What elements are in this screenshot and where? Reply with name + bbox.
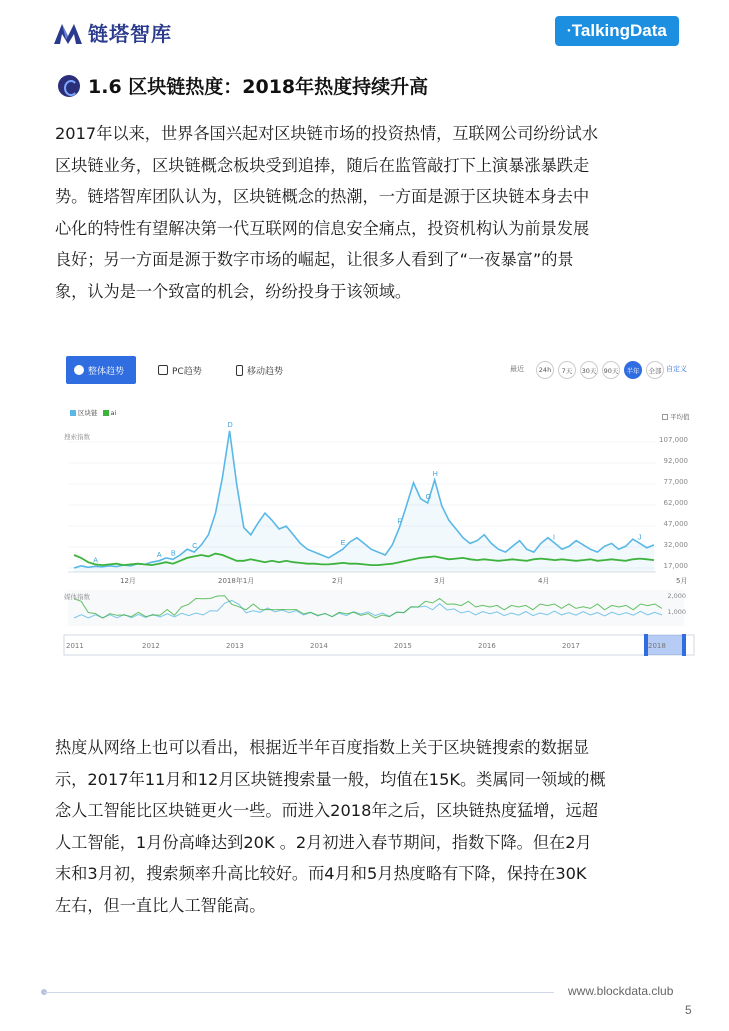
- x-tick: 4月: [538, 577, 550, 585]
- year-tick: 2011: [66, 642, 84, 650]
- tab-label: 移动趋势: [247, 366, 284, 377]
- legend-blockchain[interactable]: 区块链: [78, 409, 98, 417]
- section-title: 1.6 区块链热度：2018年热度持续升高: [88, 76, 429, 98]
- year-tick: 2018: [648, 642, 666, 650]
- talkingdata-badge: [555, 16, 679, 46]
- page-number: 5: [685, 1003, 692, 1017]
- footer-url[interactable]: www.blockdata.club: [568, 984, 674, 998]
- intro-paragraph: 2017年以来，世界各国兴起对区块链市场的投资热情，互联网公司纷纷试水 区块链业务，区块链概念板块受到追捧，随后在监管敲打下上演暴涨暴跌走 势。链塔智库团队认为，区块链概念的热潮，一方面是源于区块链本身去中 心化的特性有望解决第一代互联网的信息安全痛点，投资机构认为前景发展 良好；另一方面是源于数字市场的崛起，让很多人看到了“一夜暴富”的景 象，认为是一个致富的机会，纷纷投身于该领域。: [55, 124, 599, 301]
- annotation-marker: H: [432, 470, 438, 478]
- annotation-marker: A: [156, 551, 162, 559]
- brand-logo: [52, 18, 172, 47]
- y-tick: 107,000: [659, 436, 688, 444]
- baidu-index-chart: [60, 350, 696, 662]
- media-index-title: 媒体指数: [64, 593, 90, 601]
- range-7d-button[interactable]: 7天: [558, 361, 576, 379]
- tab-label: PC趋势: [172, 366, 202, 377]
- annotation-marker: B: [171, 550, 176, 558]
- section-heading: [58, 72, 428, 99]
- x-tick: 5月: [676, 577, 688, 585]
- annotation-marker: F: [397, 518, 402, 526]
- x-tick: 12月: [120, 577, 136, 585]
- annotation-marker: G: [425, 494, 432, 501]
- legend-ai[interactable]: ai: [110, 408, 117, 417]
- range-90d-button[interactable]: 90天: [602, 361, 620, 379]
- y-tick: 62,000: [663, 499, 688, 507]
- analysis-paragraph: 热度从网络上也可以看出，根据近半年百度指数上关于区块链搜索的数据显 示，2017年11月和12月区块链搜索量一般，均值在15K。类属同一领域的概 念人工智能比区块链更火一些。而进入2018年之后，区块链热度猛增，远超 人工智能，1月份高峰达到20K 。2月初进入春节期间，指数下降。但在2月 末和3月初，搜索频率升高比较好。而4月和5月热度略有下降，保持在30K 左右，但一直比人工智能高。: [55, 738, 606, 915]
- x-tick: 2018年1月: [218, 577, 255, 585]
- logo-text: 链塔智库: [88, 22, 172, 46]
- range-all-button[interactable]: 全部: [646, 361, 664, 379]
- annotation-marker: D: [227, 421, 233, 429]
- y-tick: 77,000: [663, 478, 688, 486]
- x-tick: 2月: [332, 577, 344, 585]
- year-tick: 2016: [478, 642, 496, 650]
- brush-tick: 2,000: [667, 592, 686, 600]
- year-tick: 2013: [226, 642, 244, 650]
- year-tick: 2012: [142, 642, 160, 650]
- annotation-marker: A: [93, 557, 98, 565]
- annotation-marker: E: [340, 540, 346, 548]
- annotation-marker: I: [552, 534, 555, 542]
- year-tick: 2015: [394, 642, 412, 650]
- range-halfyear-button[interactable]: 半年: [624, 361, 642, 379]
- average-label: 平均值: [670, 413, 690, 421]
- tab-label: 整体趋势: [88, 366, 125, 377]
- y-tick: 92,000: [663, 457, 688, 465]
- section-bullet-icon: [58, 75, 80, 97]
- year-tick: 2017: [562, 642, 580, 650]
- range-24h-button[interactable]: 24h: [536, 361, 554, 379]
- range-30d-button[interactable]: 30天: [580, 361, 598, 379]
- footer-divider: [44, 992, 554, 993]
- brush-tick: 1,000: [667, 608, 686, 616]
- badge-dot-icon: ●: [567, 28, 571, 34]
- annotation-marker: C: [192, 543, 198, 551]
- y-axis-title: 搜索指数: [64, 433, 90, 441]
- x-tick: 3月: [434, 577, 446, 585]
- chart-canvas: [60, 350, 696, 662]
- range-label: 最近: [510, 365, 524, 373]
- page-header: [0, 0, 729, 60]
- year-tick: 2014: [310, 642, 328, 650]
- logo-mark-icon: [52, 20, 84, 46]
- timeline-handle: [682, 634, 686, 656]
- range-custom-link[interactable]: 自定义: [666, 365, 687, 373]
- y-tick: 17,000: [663, 562, 688, 570]
- annotation-marker: J: [637, 534, 642, 542]
- y-tick: 47,000: [663, 520, 688, 528]
- y-tick: 32,000: [663, 541, 688, 549]
- badge-text: TalkingData: [571, 21, 667, 40]
